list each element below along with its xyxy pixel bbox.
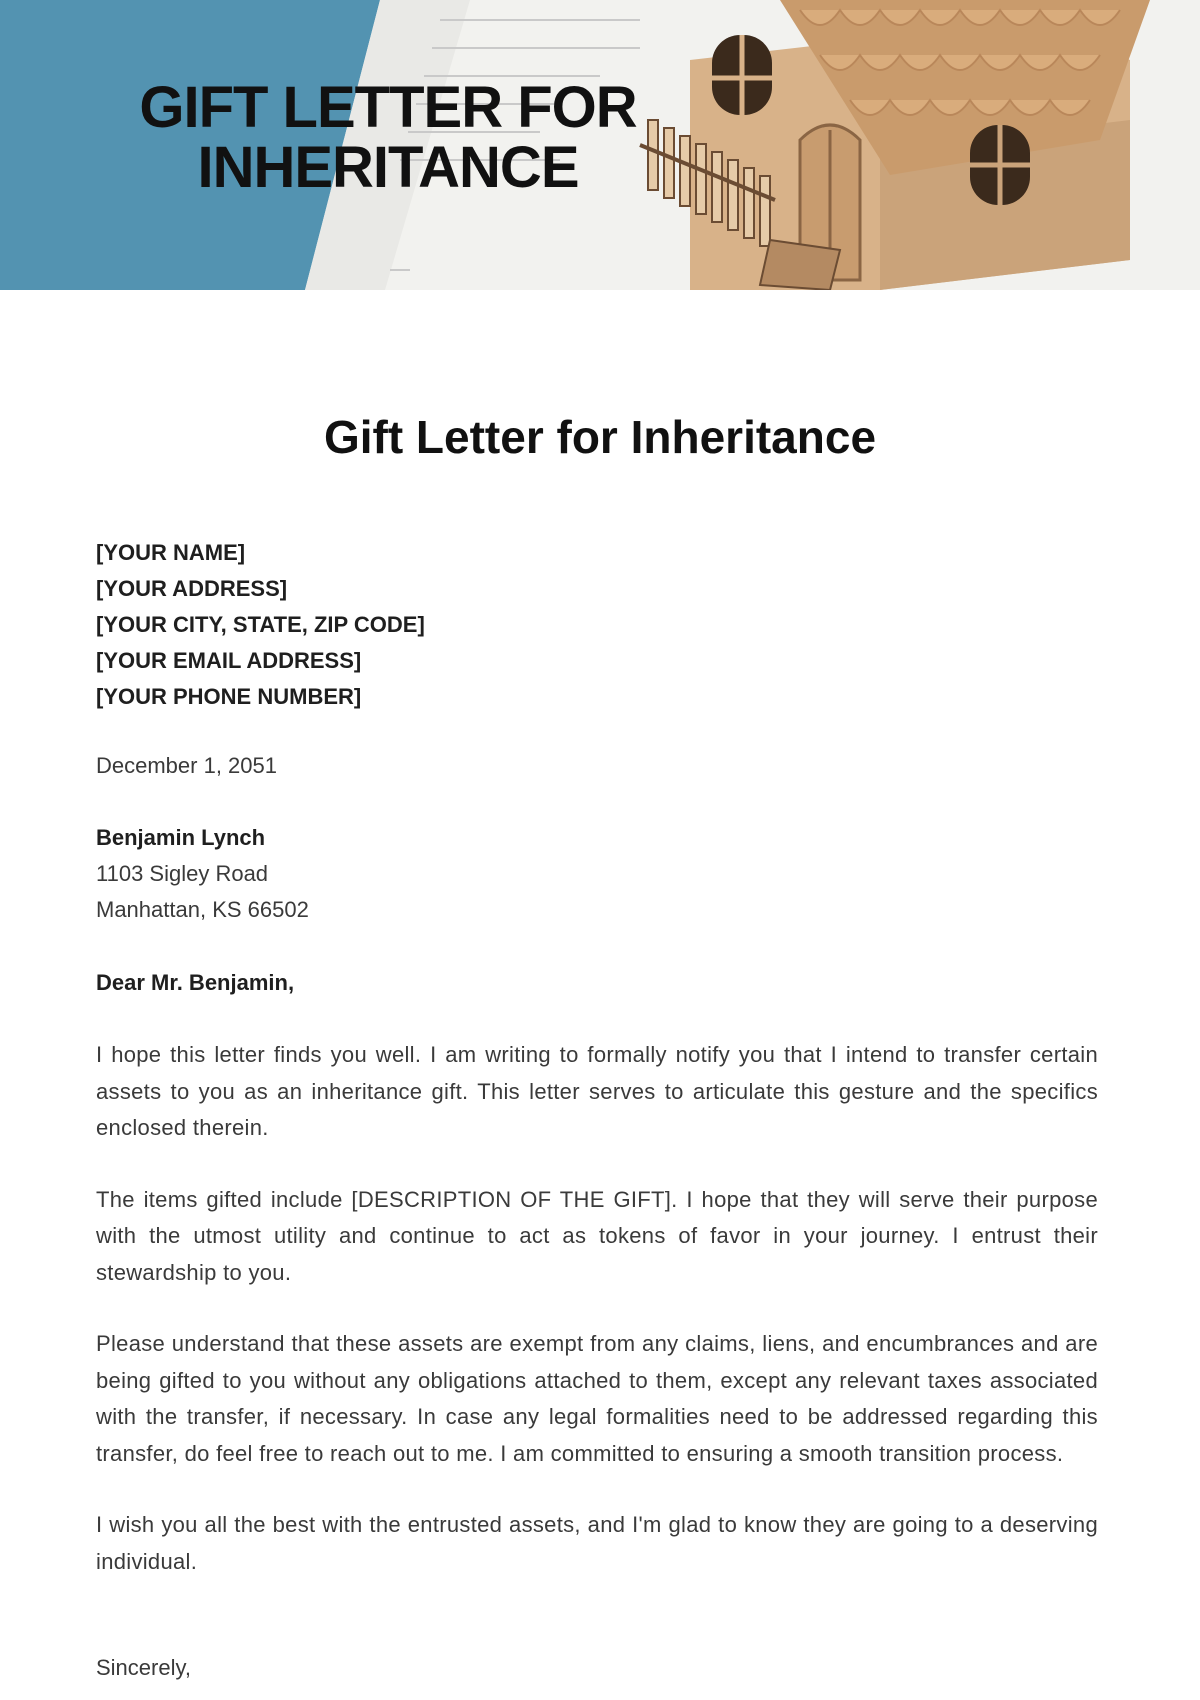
- letter-body: [96, 1037, 1098, 1615]
- header-banner: [0, 0, 1200, 290]
- banner-title-line2: INHERITANCE: [197, 135, 579, 200]
- salutation: Dear Mr. Benjamin,: [96, 970, 295, 995]
- recipient-block: [96, 820, 309, 928]
- sender-address: [YOUR ADDRESS]: [96, 576, 288, 601]
- sender-name: [YOUR NAME]: [96, 540, 246, 565]
- body-paragraph: I wish you all the best with the entrusted assets, and I'm glad to know they are going to a deserving individual.: [96, 1512, 1098, 1574]
- recipient-name: Benjamin Lynch: [96, 825, 266, 850]
- sender-email: [YOUR EMAIL ADDRESS]: [96, 648, 362, 673]
- recipient-street: 1103 Sigley Road: [96, 861, 269, 886]
- sender-city-state-zip: [YOUR CITY, STATE, ZIP CODE]: [96, 612, 425, 637]
- letter-date: December 1, 2051: [96, 753, 277, 778]
- sender-phone: [YOUR PHONE NUMBER]: [96, 684, 362, 709]
- banner-title: [128, 75, 648, 200]
- closing: Sincerely,: [96, 1655, 191, 1680]
- body-paragraph: The items gifted include [DESCRIPTION OF THE GIFT]. I hope that they will serve their purpose with the utmost utility and continue to act as tokens of favor in your journey. I entrust their stewardship to you.: [96, 1186, 1098, 1285]
- banner-title-line1: GIFT LETTER FOR: [139, 75, 637, 140]
- recipient-city-state-zip: Manhattan, KS 66502: [96, 897, 309, 922]
- body-paragraph: Please understand that these assets are exempt from any claims, liens, and encumbrances and are being gifted to you without any obligations attached to them, except any relevant taxes associated with the transfer, if necessary. In case any legal formalities need to be addressed regarding this transfer, do feel free to reach out to me. I am committed to ensuring a smooth transition process.: [96, 1331, 1098, 1466]
- body-paragraph: I hope this letter finds you well. I am writing to formally notify you that I intend to transfer certain assets to you as an inheritance gift. This letter serves to articulate this gesture and the specifics enclosed therein.: [96, 1042, 1098, 1140]
- sender-block: [96, 535, 425, 715]
- document-title: Gift Letter for Inheritance: [323, 411, 877, 463]
